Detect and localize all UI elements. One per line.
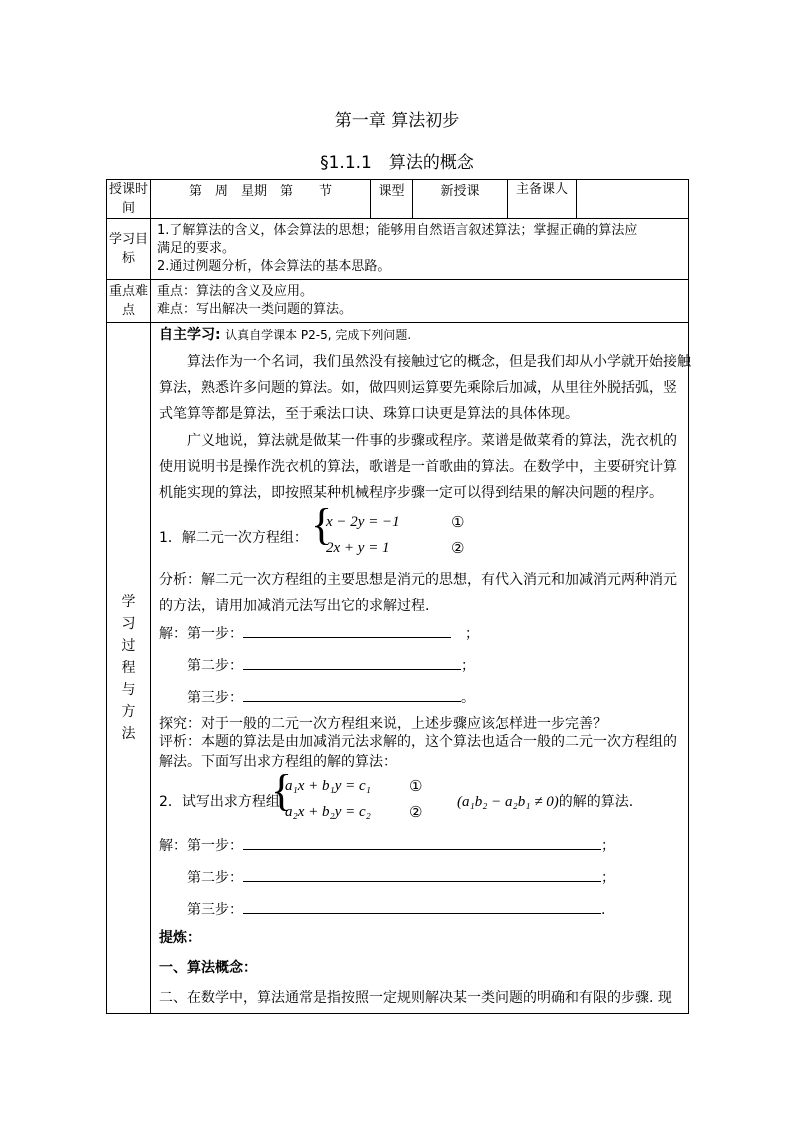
q2-step2 — [187, 867, 680, 887]
solve-label: 解： — [159, 626, 187, 642]
analysis-line1: 分析：解二元一次方程组的主要思想是消元的思想，有代入消元和加减消元两种消元 — [159, 572, 677, 588]
goals-line-2: 满足的要求。 — [157, 241, 236, 256]
goals-line-1: 1.了解算法的含义，体会算法的思想；能够用自然语言叙述算法；掌握正确的算法应 — [157, 223, 638, 238]
q2-suffix: 的解的算法. — [558, 794, 634, 810]
q2-step3-label: 第三步： — [187, 902, 243, 918]
process-label — [107, 323, 151, 1014]
para2-line3: 机能实现的算法，即按照某种机械程序步骤一定可以得到结果的解决问题的程序。 — [159, 485, 663, 501]
step1-end: ； — [465, 626, 479, 642]
chapter-title: 第一章 算法初步 — [334, 111, 460, 131]
q1-brace: { — [311, 500, 333, 549]
step2-label: 第二步： — [187, 658, 243, 674]
q2-condition-line — [457, 793, 680, 811]
self-study-label: 自主学习: — [159, 327, 221, 343]
refine-text: 提炼： — [159, 930, 201, 946]
para1-line3: 式笔算等都是算法，至于乘法口诀、珠算口诀更是算法的具体体现。 — [159, 406, 579, 422]
step1-blank[interactable] — [243, 623, 451, 638]
lesson-plan-table — [106, 179, 689, 1014]
para2-line1: 广义地说，算法就是做某一件事的步骤或程序。菜谱是做菜肴的算法，洗衣机的 — [187, 433, 677, 449]
preparer-label: 主备课人 — [508, 180, 577, 219]
time-label: 授课时间 — [107, 180, 151, 219]
step2-blank[interactable] — [243, 655, 461, 670]
q2-step1-blank[interactable] — [243, 835, 601, 850]
goals-content — [151, 219, 689, 280]
process-content — [151, 323, 689, 1014]
para2-line2: 使用说明书是操作洗衣机的算法，歌谱是一首歌曲的算法。在数学中，主要研究计算 — [159, 459, 677, 475]
q2-step2-label: 第二步： — [187, 870, 243, 886]
q2-step1-label: 第一步： — [187, 838, 243, 854]
explore-line: 探究：对于一般的二元一次方程组来说，上述步骤应该怎样进一步完善？ — [159, 716, 607, 732]
q2-mark-2: ② — [409, 803, 423, 821]
key-point: 重点：算法的含义及应用。 — [157, 284, 314, 299]
q2-solve-label: 解： — [159, 838, 187, 854]
step2-end: ； — [461, 658, 475, 674]
q2-step2-blank[interactable] — [243, 867, 601, 882]
q1-equation-2: 2x + y = 1 — [326, 540, 390, 556]
goals-line-3: 2.通过例题分析，体会算法的基本思路。 — [157, 259, 391, 274]
goals-label: 学习目标 — [107, 219, 151, 280]
mark-1: ① — [451, 513, 465, 531]
step1-label: 第一步： — [187, 626, 243, 642]
concept-text: 一、算法概念： — [159, 960, 257, 976]
q2-mark-1: ① — [409, 777, 423, 795]
process-label-text: 学习过程与方法 — [121, 594, 136, 742]
mark-2: ② — [451, 539, 465, 557]
keypoints-content — [151, 280, 689, 323]
step3-label: 第三步： — [187, 690, 243, 706]
self-study-line — [159, 326, 680, 344]
time-text: 第 周 星期 第 节 — [151, 180, 371, 219]
keypoints-label: 重点难点 — [107, 280, 151, 323]
q2-step1-end: ； — [601, 838, 615, 854]
q2-step3-blank[interactable] — [243, 899, 601, 914]
q2-equation-1: a₁x + b₁y = c₁ — [285, 778, 371, 794]
definition-line: 二、在数学中，算法通常是指按照一定规则解决某一类问题的明确和有限的步骤. 现 — [159, 990, 672, 1006]
q2-condition: (a₁b₂ − a₂b₁ ≠ 0) — [457, 794, 559, 810]
q1-step3 — [187, 687, 680, 707]
process-row — [107, 323, 689, 1014]
difficult-point: 难点：写出解决一类问题的算法。 — [157, 302, 353, 317]
step3-blank[interactable] — [243, 687, 461, 702]
header-row — [107, 180, 689, 219]
question1-label: 1．解二元一次方程组： — [159, 530, 308, 546]
type-label: 课型 — [371, 180, 413, 219]
keypoints-row — [107, 280, 689, 323]
self-study-text: 认真自学课本 P2-5, 完成下列问题. — [225, 328, 412, 342]
q2-step3 — [187, 899, 680, 919]
q2-step1 — [159, 835, 680, 855]
goals-row — [107, 219, 689, 280]
analysis-line2: 的方法，请用加减消元法写出它的求解过程. — [159, 598, 430, 614]
concept-heading — [159, 959, 680, 977]
q1-step1 — [159, 623, 680, 643]
q2-step2-end: ； — [601, 870, 615, 886]
q1-equation-1: x − 2y = −1 — [326, 514, 400, 530]
question2-label: 2．试写出求方程组 — [159, 794, 280, 810]
step3-end: 。 — [461, 690, 475, 706]
q1-step2 — [187, 655, 680, 675]
type-value: 新授课 — [413, 180, 508, 219]
review-line1: 评析：本题的算法是由加减消元法求解的，这个算法也适合一般的二元一次方程组的 — [159, 734, 677, 750]
q2-brace: { — [271, 766, 293, 815]
q2-step3-end: . — [601, 902, 606, 918]
refine-heading — [159, 929, 680, 947]
section-title: §1.1.1 算法的概念 — [320, 153, 474, 173]
preparer-value — [577, 180, 689, 219]
para1-line2: 算法，熟悉许多问题的算法。如，做四则运算要先乘除后加减，从里往外脱括弧，竖 — [159, 380, 677, 396]
q2-equation-2: a₂x + b₂y = c₂ — [285, 804, 371, 820]
review-line2: 解法。下面写出求方程组的解的算法： — [159, 754, 397, 770]
para1-line1: 算法作为一个名词，我们虽然没有接触过它的概念，但是我们却从小学就开始接触 — [187, 354, 691, 370]
